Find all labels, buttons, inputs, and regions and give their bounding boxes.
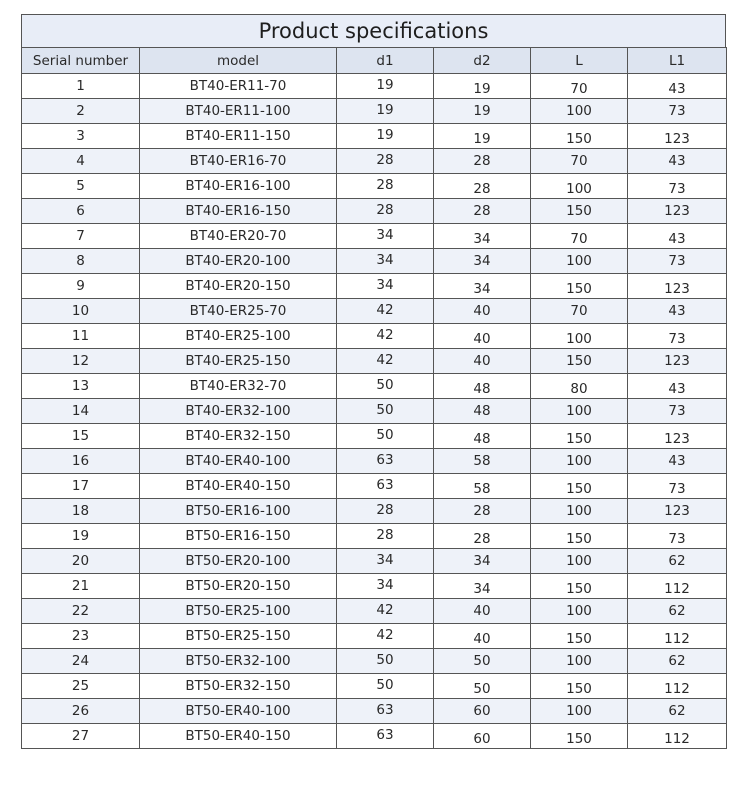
cell-model: BT40-ER11-150: [140, 124, 337, 149]
cell-d1: 34: [337, 274, 434, 299]
header-row: [22, 48, 727, 74]
cell-d2: 28: [434, 199, 531, 224]
table-row: [22, 249, 727, 274]
table-row: [22, 449, 727, 474]
cell-serial-number: 6: [22, 199, 140, 224]
cell-serial-number: 26: [22, 699, 140, 724]
cell-model: BT50-ER25-150: [140, 624, 337, 649]
col-header-serial-number: Serial number: [22, 48, 140, 74]
cell-serial-number: 19: [22, 524, 140, 549]
cell-l: 70: [531, 149, 628, 174]
table-row: [22, 174, 727, 199]
cell-serial-number: 13: [22, 374, 140, 399]
cell-l: 150: [531, 574, 628, 599]
cell-serial-number: 5: [22, 174, 140, 199]
cell-d2: 48: [434, 374, 531, 399]
cell-d1: 63: [337, 449, 434, 474]
cell-l: 150: [531, 274, 628, 299]
cell-d2: 50: [434, 649, 531, 674]
col-header-model: model: [140, 48, 337, 74]
cell-d2: 40: [434, 299, 531, 324]
cell-l: 100: [531, 399, 628, 424]
cell-l: 100: [531, 324, 628, 349]
table-row: [22, 524, 727, 549]
cell-serial-number: 18: [22, 499, 140, 524]
cell-model: BT40-ER32-70: [140, 374, 337, 399]
cell-l1: 73: [628, 99, 727, 124]
cell-model: BT40-ER20-70: [140, 224, 337, 249]
table-row: [22, 124, 727, 149]
cell-d2: 60: [434, 699, 531, 724]
cell-l1: 112: [628, 724, 727, 749]
cell-l1: 123: [628, 274, 727, 299]
cell-l: 70: [531, 224, 628, 249]
cell-d1: 42: [337, 599, 434, 624]
cell-l1: 112: [628, 674, 727, 699]
cell-model: BT40-ER25-70: [140, 299, 337, 324]
cell-l: 150: [531, 349, 628, 374]
cell-serial-number: 1: [22, 74, 140, 99]
table-row: [22, 299, 727, 324]
table-row: [22, 624, 727, 649]
cell-serial-number: 25: [22, 674, 140, 699]
cell-l1: 73: [628, 324, 727, 349]
cell-d2: 40: [434, 349, 531, 374]
cell-model: BT50-ER20-150: [140, 574, 337, 599]
table-row: [22, 599, 727, 624]
cell-l: 100: [531, 449, 628, 474]
cell-l1: 43: [628, 374, 727, 399]
cell-model: BT40-ER32-150: [140, 424, 337, 449]
cell-d2: 19: [434, 124, 531, 149]
cell-l: 100: [531, 499, 628, 524]
cell-d1: 28: [337, 174, 434, 199]
cell-l1: 123: [628, 199, 727, 224]
cell-d1: 34: [337, 224, 434, 249]
cell-l1: 43: [628, 224, 727, 249]
cell-d1: 34: [337, 249, 434, 274]
cell-serial-number: 20: [22, 549, 140, 574]
cell-serial-number: 12: [22, 349, 140, 374]
cell-d1: 50: [337, 399, 434, 424]
cell-d2: 28: [434, 174, 531, 199]
cell-l1: 73: [628, 399, 727, 424]
cell-l: 150: [531, 199, 628, 224]
cell-d1: 63: [337, 699, 434, 724]
cell-serial-number: 7: [22, 224, 140, 249]
table-row: [22, 474, 727, 499]
cell-l: 150: [531, 674, 628, 699]
table-row: [22, 699, 727, 724]
cell-d2: 34: [434, 574, 531, 599]
cell-d2: 28: [434, 149, 531, 174]
table-row: [22, 224, 727, 249]
cell-serial-number: 4: [22, 149, 140, 174]
cell-l1: 62: [628, 699, 727, 724]
cell-l1: 123: [628, 499, 727, 524]
cell-d2: 48: [434, 399, 531, 424]
cell-l: 100: [531, 649, 628, 674]
cell-d1: 50: [337, 374, 434, 399]
cell-d1: 63: [337, 724, 434, 749]
cell-d2: 58: [434, 449, 531, 474]
cell-model: BT40-ER32-100: [140, 399, 337, 424]
col-header-d1: d1: [337, 48, 434, 74]
table-row: [22, 349, 727, 374]
cell-d2: 60: [434, 724, 531, 749]
cell-l1: 43: [628, 74, 727, 99]
cell-d2: 19: [434, 99, 531, 124]
cell-d1: 28: [337, 499, 434, 524]
table-row: [22, 324, 727, 349]
cell-l1: 112: [628, 574, 727, 599]
table-row: [22, 424, 727, 449]
cell-l1: 112: [628, 624, 727, 649]
table-row: [22, 274, 727, 299]
cell-model: BT40-ER20-150: [140, 274, 337, 299]
cell-l1: 123: [628, 424, 727, 449]
cell-l1: 62: [628, 649, 727, 674]
table-row: [22, 499, 727, 524]
cell-d2: 28: [434, 499, 531, 524]
table-row: [22, 549, 727, 574]
cell-l: 150: [531, 424, 628, 449]
cell-d1: 42: [337, 349, 434, 374]
cell-d1: 28: [337, 524, 434, 549]
table-row: [22, 199, 727, 224]
cell-d2: 40: [434, 324, 531, 349]
cell-serial-number: 21: [22, 574, 140, 599]
table-row: [22, 649, 727, 674]
cell-d1: 42: [337, 299, 434, 324]
cell-d2: 34: [434, 549, 531, 574]
cell-d2: 50: [434, 674, 531, 699]
cell-serial-number: 24: [22, 649, 140, 674]
cell-model: BT50-ER16-100: [140, 499, 337, 524]
cell-d2: 40: [434, 624, 531, 649]
cell-serial-number: 2: [22, 99, 140, 124]
cell-d1: 28: [337, 149, 434, 174]
table-row: [22, 99, 727, 124]
cell-d1: 19: [337, 99, 434, 124]
cell-model: BT50-ER40-100: [140, 699, 337, 724]
cell-d2: 34: [434, 249, 531, 274]
cell-d1: 19: [337, 74, 434, 99]
cell-model: BT40-ER16-150: [140, 199, 337, 224]
cell-model: BT50-ER25-100: [140, 599, 337, 624]
cell-l: 150: [531, 724, 628, 749]
cell-model: BT40-ER11-100: [140, 99, 337, 124]
col-header-l1: L1: [628, 48, 727, 74]
cell-l: 80: [531, 374, 628, 399]
cell-l1: 43: [628, 299, 727, 324]
cell-d1: 19: [337, 124, 434, 149]
cell-l: 100: [531, 699, 628, 724]
cell-l1: 73: [628, 524, 727, 549]
col-header-d2: d2: [434, 48, 531, 74]
table-row: [22, 724, 727, 749]
cell-l: 150: [531, 474, 628, 499]
cell-l1: 43: [628, 149, 727, 174]
cell-model: BT40-ER40-100: [140, 449, 337, 474]
cell-model: BT50-ER32-150: [140, 674, 337, 699]
cell-l1: 123: [628, 124, 727, 149]
cell-l: 100: [531, 99, 628, 124]
cell-l1: 62: [628, 549, 727, 574]
cell-l1: 73: [628, 249, 727, 274]
cell-model: BT50-ER20-100: [140, 549, 337, 574]
cell-d1: 50: [337, 649, 434, 674]
cell-serial-number: 14: [22, 399, 140, 424]
cell-serial-number: 9: [22, 274, 140, 299]
cell-model: BT40-ER11-70: [140, 74, 337, 99]
cell-l: 100: [531, 549, 628, 574]
cell-model: BT50-ER40-150: [140, 724, 337, 749]
cell-l: 70: [531, 74, 628, 99]
cell-l: 100: [531, 174, 628, 199]
cell-d2: 48: [434, 424, 531, 449]
cell-serial-number: 16: [22, 449, 140, 474]
cell-l1: 62: [628, 599, 727, 624]
cell-model: BT40-ER25-100: [140, 324, 337, 349]
cell-d2: 34: [434, 274, 531, 299]
spec-sheet: [21, 14, 726, 749]
cell-d1: 42: [337, 324, 434, 349]
cell-model: BT40-ER16-70: [140, 149, 337, 174]
cell-l: 150: [531, 524, 628, 549]
cell-serial-number: 10: [22, 299, 140, 324]
col-header-l: L: [531, 48, 628, 74]
cell-serial-number: 27: [22, 724, 140, 749]
cell-model: BT40-ER20-100: [140, 249, 337, 274]
cell-serial-number: 11: [22, 324, 140, 349]
cell-model: BT50-ER32-100: [140, 649, 337, 674]
cell-model: BT50-ER16-150: [140, 524, 337, 549]
cell-d1: 42: [337, 624, 434, 649]
cell-l: 70: [531, 299, 628, 324]
cell-l: 100: [531, 249, 628, 274]
table-title: Product specifications: [21, 14, 726, 47]
cell-d1: 50: [337, 424, 434, 449]
cell-serial-number: 23: [22, 624, 140, 649]
cell-serial-number: 3: [22, 124, 140, 149]
cell-model: BT40-ER40-150: [140, 474, 337, 499]
cell-d2: 58: [434, 474, 531, 499]
cell-serial-number: 22: [22, 599, 140, 624]
cell-l1: 43: [628, 449, 727, 474]
table-row: [22, 374, 727, 399]
cell-d1: 63: [337, 474, 434, 499]
cell-d1: 28: [337, 199, 434, 224]
table-row: [22, 149, 727, 174]
cell-l: 150: [531, 624, 628, 649]
cell-d2: 34: [434, 224, 531, 249]
table-row: [22, 74, 727, 99]
table-body: [22, 74, 727, 749]
cell-serial-number: 15: [22, 424, 140, 449]
cell-l: 100: [531, 599, 628, 624]
table-row: [22, 674, 727, 699]
cell-l: 150: [531, 124, 628, 149]
table-row: [22, 574, 727, 599]
cell-serial-number: 8: [22, 249, 140, 274]
cell-d1: 34: [337, 574, 434, 599]
cell-l1: 73: [628, 174, 727, 199]
cell-l1: 123: [628, 349, 727, 374]
cell-d1: 34: [337, 549, 434, 574]
cell-l1: 73: [628, 474, 727, 499]
cell-d2: 40: [434, 599, 531, 624]
cell-d2: 19: [434, 74, 531, 99]
cell-d2: 28: [434, 524, 531, 549]
cell-d1: 50: [337, 674, 434, 699]
cell-serial-number: 17: [22, 474, 140, 499]
cell-model: BT40-ER25-150: [140, 349, 337, 374]
spec-table: [21, 47, 727, 749]
cell-model: BT40-ER16-100: [140, 174, 337, 199]
table-row: [22, 399, 727, 424]
